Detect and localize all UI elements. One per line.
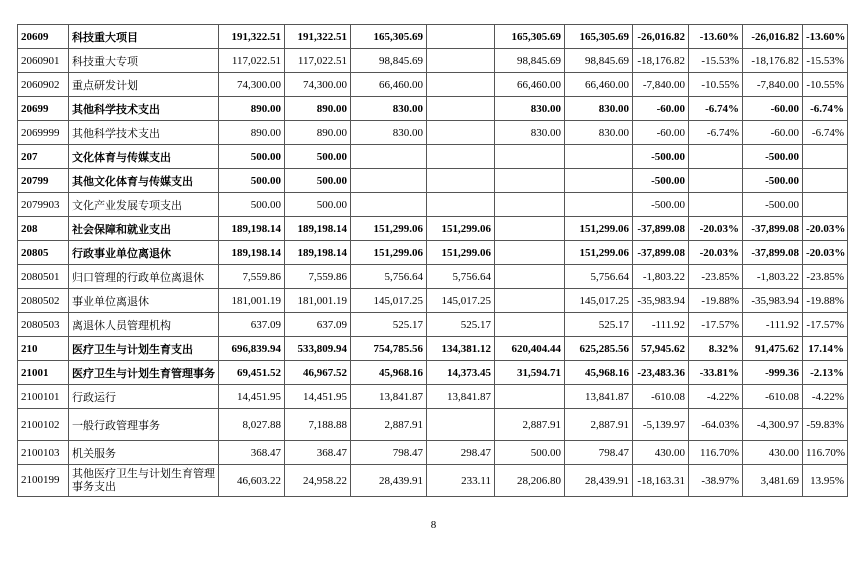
- final-total-cell: 798.47: [351, 441, 427, 465]
- diff-amount-cell: -18,163.31: [633, 465, 689, 497]
- final-sum-cell: 45,968.16: [565, 361, 633, 385]
- final-sum-cell: [565, 169, 633, 193]
- code-cell: 2100199: [18, 465, 69, 497]
- code-cell: 2080503: [18, 313, 69, 337]
- final-sum-cell: 98,845.69: [565, 49, 633, 73]
- budget-general-cell: 181,001.19: [285, 289, 351, 313]
- final-basic-cell: [427, 49, 495, 73]
- budget-general-cell: 533,809.94: [285, 337, 351, 361]
- final-basic-cell: 233.11: [427, 465, 495, 497]
- budget-total-cell: 74,300.00: [219, 73, 285, 97]
- name-cell: 医疗卫生与计划生育管理事务: [69, 361, 219, 385]
- diff-amount-2-cell: -35,983.94: [743, 289, 803, 313]
- final-sum-cell: 625,285.56: [565, 337, 633, 361]
- final-sum-cell: 66,460.00: [565, 73, 633, 97]
- final-total-cell: 13,841.87: [351, 385, 427, 409]
- diff-amount-cell: 430.00: [633, 441, 689, 465]
- final-project-cell: 31,594.71: [495, 361, 565, 385]
- diff-rate-cell: -10.55%: [689, 73, 743, 97]
- budget-total-cell: 368.47: [219, 441, 285, 465]
- code-cell: 2060901: [18, 49, 69, 73]
- final-total-cell: 66,460.00: [351, 73, 427, 97]
- budget-total-cell: 500.00: [219, 145, 285, 169]
- final-sum-cell: 28,439.91: [565, 465, 633, 497]
- diff-amount-cell: -37,899.08: [633, 217, 689, 241]
- diff-rate-2-cell: -59.83%: [803, 409, 848, 441]
- diff-amount-2-cell: -111.92: [743, 313, 803, 337]
- diff-rate-cell: [689, 145, 743, 169]
- final-sum-cell: 798.47: [565, 441, 633, 465]
- diff-amount-cell: -26,016.82: [633, 25, 689, 49]
- name-cell: 文化产业发展专项支出: [69, 193, 219, 217]
- final-basic-cell: [427, 193, 495, 217]
- budget-total-cell: 637.09: [219, 313, 285, 337]
- budget-total-cell: 69,451.52: [219, 361, 285, 385]
- page-number: 8: [430, 519, 437, 531]
- budget-total-cell: 117,022.51: [219, 49, 285, 73]
- code-cell: 2080502: [18, 289, 69, 313]
- diff-rate-2-cell: -15.53%: [803, 49, 848, 73]
- diff-rate-cell: -6.74%: [689, 97, 743, 121]
- table-row: [18, 465, 848, 497]
- diff-rate-cell: -6.74%: [689, 121, 743, 145]
- diff-rate-2-cell: -10.55%: [803, 73, 848, 97]
- budget-total-cell: 500.00: [219, 193, 285, 217]
- final-sum-cell: 2,887.91: [565, 409, 633, 441]
- final-basic-cell: [427, 121, 495, 145]
- name-cell: 一般行政管理事务: [69, 409, 219, 441]
- diff-amount-cell: -60.00: [633, 97, 689, 121]
- table-row: [18, 145, 848, 169]
- final-project-cell: 500.00: [495, 441, 565, 465]
- diff-rate-cell: 8.32%: [689, 337, 743, 361]
- diff-amount-2-cell: -500.00: [743, 169, 803, 193]
- final-project-cell: [495, 265, 565, 289]
- name-cell: 科技重大项目: [69, 25, 219, 49]
- diff-amount-cell: 57,945.62: [633, 337, 689, 361]
- name-cell: 行政事业单位离退休: [69, 241, 219, 265]
- final-project-cell: [495, 385, 565, 409]
- code-cell: 2100102: [18, 409, 69, 441]
- final-project-cell: [495, 241, 565, 265]
- diff-rate-cell: -23.85%: [689, 265, 743, 289]
- table-row: [18, 289, 848, 313]
- diff-rate-2-cell: 116.70%: [803, 441, 848, 465]
- budget-total-cell: 890.00: [219, 121, 285, 145]
- table-row: [18, 25, 848, 49]
- table-row: [18, 49, 848, 73]
- final-project-cell: [495, 169, 565, 193]
- budget-general-cell: 46,967.52: [285, 361, 351, 385]
- diff-rate-2-cell: -13.60%: [803, 25, 848, 49]
- budget-general-cell: 500.00: [285, 145, 351, 169]
- name-cell: 离退休人员管理机构: [69, 313, 219, 337]
- table-row: [18, 313, 848, 337]
- diff-rate-cell: -20.03%: [689, 217, 743, 241]
- table-row: [18, 337, 848, 361]
- final-project-cell: [495, 313, 565, 337]
- code-cell: 20805: [18, 241, 69, 265]
- table-body: [18, 25, 848, 497]
- code-cell: 2069999: [18, 121, 69, 145]
- diff-amount-2-cell: -37,899.08: [743, 217, 803, 241]
- diff-rate-cell: -17.57%: [689, 313, 743, 337]
- name-cell: 行政运行: [69, 385, 219, 409]
- diff-rate-2-cell: -2.13%: [803, 361, 848, 385]
- code-cell: 21001: [18, 361, 69, 385]
- final-total-cell: 98,845.69: [351, 49, 427, 73]
- final-sum-cell: 13,841.87: [565, 385, 633, 409]
- diff-rate-2-cell: -6.74%: [803, 97, 848, 121]
- budget-total-cell: 189,198.14: [219, 217, 285, 241]
- final-basic-cell: 134,381.12: [427, 337, 495, 361]
- table-row: [18, 73, 848, 97]
- budget-general-cell: 191,322.51: [285, 25, 351, 49]
- final-total-cell: [351, 145, 427, 169]
- final-basic-cell: [427, 145, 495, 169]
- name-cell: 事业单位离退休: [69, 289, 219, 313]
- diff-rate-cell: [689, 193, 743, 217]
- budget-general-cell: 890.00: [285, 121, 351, 145]
- budget-total-cell: 14,451.95: [219, 385, 285, 409]
- budget-total-cell: 181,001.19: [219, 289, 285, 313]
- final-basic-cell: 14,373.45: [427, 361, 495, 385]
- diff-amount-cell: -60.00: [633, 121, 689, 145]
- diff-amount-cell: -1,803.22: [633, 265, 689, 289]
- diff-amount-cell: -18,176.82: [633, 49, 689, 73]
- final-sum-cell: [565, 193, 633, 217]
- diff-amount-2-cell: -60.00: [743, 121, 803, 145]
- diff-amount-2-cell: -4,300.97: [743, 409, 803, 441]
- budget-general-cell: 117,022.51: [285, 49, 351, 73]
- budget-general-cell: 14,451.95: [285, 385, 351, 409]
- budget-total-cell: 189,198.14: [219, 241, 285, 265]
- diff-amount-2-cell: -18,176.82: [743, 49, 803, 73]
- table-row: [18, 121, 848, 145]
- final-basic-cell: 145,017.25: [427, 289, 495, 313]
- budget-total-cell: 890.00: [219, 97, 285, 121]
- final-basic-cell: 13,841.87: [427, 385, 495, 409]
- diff-rate-2-cell: -20.03%: [803, 217, 848, 241]
- diff-amount-cell: -23,483.36: [633, 361, 689, 385]
- diff-rate-2-cell: -4.22%: [803, 385, 848, 409]
- diff-amount-cell: -37,899.08: [633, 241, 689, 265]
- final-basic-cell: [427, 73, 495, 97]
- table-row: [18, 97, 848, 121]
- final-project-cell: 830.00: [495, 121, 565, 145]
- budget-total-cell: 46,603.22: [219, 465, 285, 497]
- final-total-cell: 165,305.69: [351, 25, 427, 49]
- budget-table: [17, 24, 848, 497]
- name-cell: 重点研发计划: [69, 73, 219, 97]
- budget-general-cell: 189,198.14: [285, 217, 351, 241]
- budget-general-cell: 24,958.22: [285, 465, 351, 497]
- diff-rate-2-cell: 13.95%: [803, 465, 848, 497]
- final-total-cell: 5,756.64: [351, 265, 427, 289]
- diff-rate-cell: -20.03%: [689, 241, 743, 265]
- final-basic-cell: 151,299.06: [427, 217, 495, 241]
- diff-amount-2-cell: 430.00: [743, 441, 803, 465]
- diff-amount-cell: -610.08: [633, 385, 689, 409]
- final-total-cell: 151,299.06: [351, 217, 427, 241]
- name-cell: 其他科学技术支出: [69, 97, 219, 121]
- code-cell: 207: [18, 145, 69, 169]
- table-row: [18, 169, 848, 193]
- final-sum-cell: 145,017.25: [565, 289, 633, 313]
- final-project-cell: 66,460.00: [495, 73, 565, 97]
- budget-general-cell: 7,188.88: [285, 409, 351, 441]
- diff-rate-cell: -38.97%: [689, 465, 743, 497]
- final-project-cell: [495, 193, 565, 217]
- diff-amount-cell: -111.92: [633, 313, 689, 337]
- diff-rate-cell: -33.81%: [689, 361, 743, 385]
- table-row: [18, 193, 848, 217]
- diff-rate-2-cell: -23.85%: [803, 265, 848, 289]
- diff-amount-cell: -5,139.97: [633, 409, 689, 441]
- final-project-cell: 2,887.91: [495, 409, 565, 441]
- diff-amount-2-cell: -26,016.82: [743, 25, 803, 49]
- final-total-cell: 28,439.91: [351, 465, 427, 497]
- diff-amount-cell: -500.00: [633, 145, 689, 169]
- diff-amount-2-cell: 3,481.69: [743, 465, 803, 497]
- final-total-cell: 754,785.56: [351, 337, 427, 361]
- final-basic-cell: [427, 169, 495, 193]
- code-cell: 2100103: [18, 441, 69, 465]
- budget-general-cell: 189,198.14: [285, 241, 351, 265]
- diff-rate-2-cell: [803, 169, 848, 193]
- final-basic-cell: [427, 409, 495, 441]
- diff-amount-2-cell: -999.36: [743, 361, 803, 385]
- table-row: [18, 241, 848, 265]
- final-sum-cell: 830.00: [565, 97, 633, 121]
- table-row: [18, 385, 848, 409]
- final-project-cell: [495, 145, 565, 169]
- final-sum-cell: 151,299.06: [565, 217, 633, 241]
- diff-amount-2-cell: -7,840.00: [743, 73, 803, 97]
- diff-amount-2-cell: 91,475.62: [743, 337, 803, 361]
- table-row: [18, 409, 848, 441]
- final-basic-cell: 298.47: [427, 441, 495, 465]
- final-project-cell: 98,845.69: [495, 49, 565, 73]
- diff-amount-2-cell: -500.00: [743, 193, 803, 217]
- diff-amount-2-cell: -37,899.08: [743, 241, 803, 265]
- diff-rate-2-cell: -6.74%: [803, 121, 848, 145]
- final-project-cell: 830.00: [495, 97, 565, 121]
- final-sum-cell: [565, 145, 633, 169]
- diff-amount-cell: -500.00: [633, 169, 689, 193]
- name-cell: 其他医疗卫生与计划生育管理事务支出: [69, 465, 219, 497]
- code-cell: 2079903: [18, 193, 69, 217]
- diff-rate-cell: -4.22%: [689, 385, 743, 409]
- final-total-cell: 830.00: [351, 97, 427, 121]
- final-basic-cell: 5,756.64: [427, 265, 495, 289]
- final-total-cell: 145,017.25: [351, 289, 427, 313]
- budget-general-cell: 890.00: [285, 97, 351, 121]
- diff-amount-cell: -35,983.94: [633, 289, 689, 313]
- code-cell: 20699: [18, 97, 69, 121]
- final-total-cell: 830.00: [351, 121, 427, 145]
- name-cell: 归口管理的行政单位离退休: [69, 265, 219, 289]
- budget-total-cell: 696,839.94: [219, 337, 285, 361]
- code-cell: 210: [18, 337, 69, 361]
- final-total-cell: [351, 193, 427, 217]
- budget-general-cell: 500.00: [285, 169, 351, 193]
- diff-amount-cell: -7,840.00: [633, 73, 689, 97]
- budget-total-cell: 8,027.88: [219, 409, 285, 441]
- diff-rate-2-cell: [803, 193, 848, 217]
- final-sum-cell: 5,756.64: [565, 265, 633, 289]
- name-cell: 文化体育与传媒支出: [69, 145, 219, 169]
- code-cell: 2100101: [18, 385, 69, 409]
- final-total-cell: 151,299.06: [351, 241, 427, 265]
- final-project-cell: 165,305.69: [495, 25, 565, 49]
- name-cell: 医疗卫生与计划生育支出: [69, 337, 219, 361]
- name-cell: 其他科学技术支出: [69, 121, 219, 145]
- code-cell: 2060902: [18, 73, 69, 97]
- final-project-cell: 620,404.44: [495, 337, 565, 361]
- final-sum-cell: 165,305.69: [565, 25, 633, 49]
- name-cell: 社会保障和就业支出: [69, 217, 219, 241]
- budget-general-cell: 368.47: [285, 441, 351, 465]
- final-basic-cell: 525.17: [427, 313, 495, 337]
- budget-general-cell: 637.09: [285, 313, 351, 337]
- diff-rate-2-cell: 17.14%: [803, 337, 848, 361]
- final-basic-cell: [427, 97, 495, 121]
- final-sum-cell: 151,299.06: [565, 241, 633, 265]
- table-row: [18, 217, 848, 241]
- final-total-cell: 45,968.16: [351, 361, 427, 385]
- code-cell: 2080501: [18, 265, 69, 289]
- final-basic-cell: [427, 25, 495, 49]
- diff-rate-2-cell: [803, 145, 848, 169]
- final-sum-cell: 525.17: [565, 313, 633, 337]
- final-basic-cell: 151,299.06: [427, 241, 495, 265]
- diff-rate-cell: [689, 169, 743, 193]
- name-cell: 科技重大专项: [69, 49, 219, 73]
- diff-rate-cell: 116.70%: [689, 441, 743, 465]
- name-cell: 机关服务: [69, 441, 219, 465]
- final-project-cell: [495, 289, 565, 313]
- diff-amount-2-cell: -500.00: [743, 145, 803, 169]
- diff-rate-2-cell: -19.88%: [803, 289, 848, 313]
- code-cell: 20799: [18, 169, 69, 193]
- code-cell: 20609: [18, 25, 69, 49]
- diff-rate-cell: -15.53%: [689, 49, 743, 73]
- diff-rate-cell: -13.60%: [689, 25, 743, 49]
- table-row: [18, 265, 848, 289]
- final-project-cell: [495, 217, 565, 241]
- diff-amount-2-cell: -60.00: [743, 97, 803, 121]
- final-total-cell: 2,887.91: [351, 409, 427, 441]
- diff-rate-2-cell: -17.57%: [803, 313, 848, 337]
- code-cell: 208: [18, 217, 69, 241]
- budget-total-cell: 7,559.86: [219, 265, 285, 289]
- budget-total-cell: 500.00: [219, 169, 285, 193]
- budget-general-cell: 74,300.00: [285, 73, 351, 97]
- name-cell: 其他文化体育与传媒支出: [69, 169, 219, 193]
- diff-amount-2-cell: -1,803.22: [743, 265, 803, 289]
- diff-rate-cell: -19.88%: [689, 289, 743, 313]
- diff-amount-2-cell: -610.08: [743, 385, 803, 409]
- diff-amount-cell: -500.00: [633, 193, 689, 217]
- diff-rate-2-cell: -20.03%: [803, 241, 848, 265]
- budget-total-cell: 191,322.51: [219, 25, 285, 49]
- final-sum-cell: 830.00: [565, 121, 633, 145]
- budget-general-cell: 500.00: [285, 193, 351, 217]
- final-project-cell: 28,206.80: [495, 465, 565, 497]
- table-row: [18, 361, 848, 385]
- budget-general-cell: 7,559.86: [285, 265, 351, 289]
- table-row: [18, 441, 848, 465]
- diff-rate-cell: -64.03%: [689, 409, 743, 441]
- final-total-cell: [351, 169, 427, 193]
- final-total-cell: 525.17: [351, 313, 427, 337]
